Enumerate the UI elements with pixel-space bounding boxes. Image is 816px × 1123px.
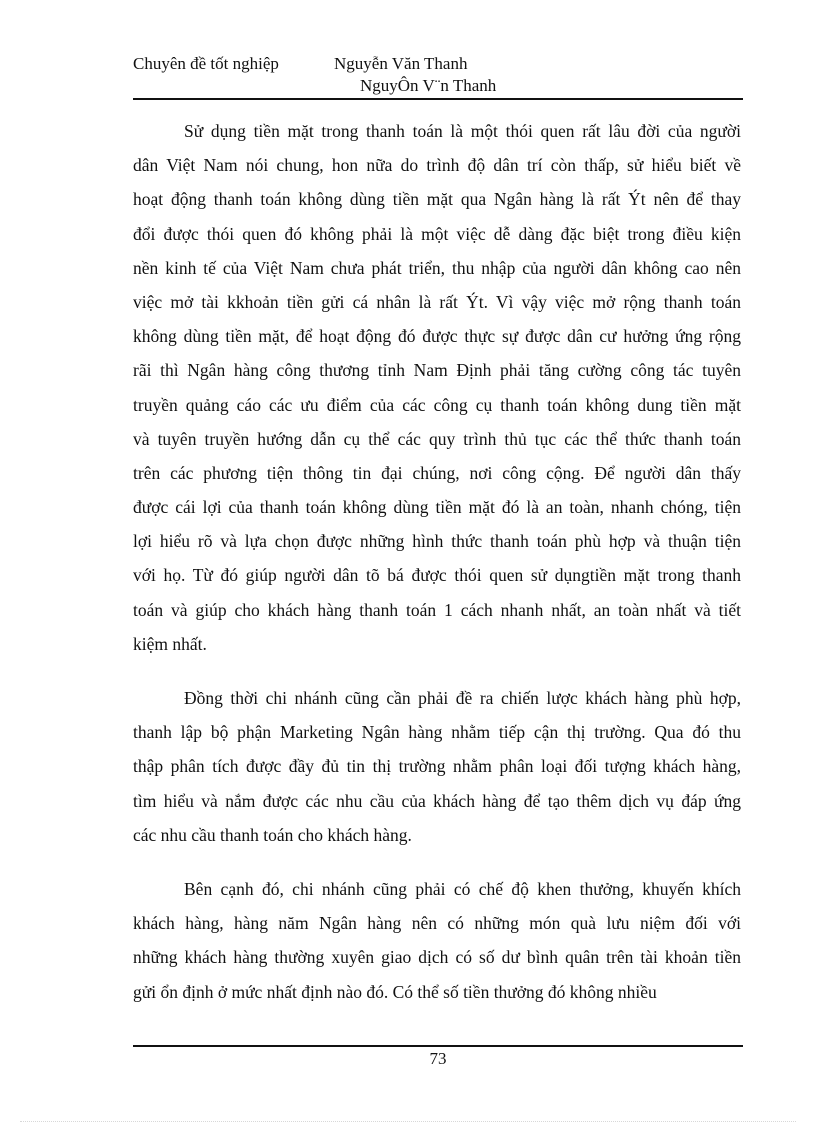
page-number: 73	[429, 1049, 447, 1068]
text-line: dân Việt Nam nói chung, hon nữa do trình độ dân trí còn thấp, sử hiểu biết về	[133, 155, 741, 176]
text-line: nền kinh tế của Việt Nam chưa phát triển, thu nhập của người dân không cao nên	[133, 257, 741, 278]
text-line: được cái lợi của thanh toán không dùng tiền mặt đó là an toàn, nhanh chóng, tiện	[133, 497, 741, 518]
footer-divider	[133, 1045, 743, 1047]
text-line: rãi thì Ngân hàng công thương tỉnh Nam Định phải tăng cường công tác tuyên	[133, 360, 741, 381]
paragraph	[133, 681, 741, 852]
text-line: với họ. Từ đó giúp người dân tõ bá được thói quen sử dụngtiền mặt trong thanh	[133, 565, 741, 586]
paragraph	[133, 114, 741, 661]
text-line: các nhu cầu thanh toán cho khách hàng.	[133, 824, 412, 845]
text-line: hoạt động thanh toán không dùng tiền mặt qua Ngân hàng là rất Ýt nên để thay	[133, 189, 741, 210]
paragraph	[133, 872, 741, 1009]
text-line: thập phân tích được đầy đủ tin thị trường nhằm phân loại đối tượng khách hàng,	[133, 756, 741, 777]
text-line: toán và giúp cho khách hàng thanh toán 1 cách nhanh nhất, an toàn nhất và tiết	[133, 599, 741, 620]
text-line: những khách hàng thường xuyên giao dịch có số dư bình quân trên tài khoản tiền	[133, 947, 741, 968]
text-line: trên các phương tiện thông tin đại chúng, nơi công cộng. Để người dân thấy	[133, 462, 741, 483]
text-line: và tuyên truyền hướng dẫn cụ thể các quy trình thủ tục các thể thức thanh toán	[133, 428, 741, 449]
text-line: không dùng tiền mặt, để hoạt động đó được thực sự được dân cư hưởng ứng rộng	[133, 326, 741, 347]
text-line: Bên cạnh đó, chi nhánh cũng phải có chế độ khen thưởng, khuyến khích	[184, 878, 741, 899]
text-line: Đồng thời chi nhánh cũng cần phải đề ra chiến lược khách hàng phù hợp,	[184, 688, 741, 708]
text-line: thanh lập bộ phận Marketing Ngân hàng nhằm tiếp cận thị trường. Qua đó thu	[133, 722, 741, 743]
document-type-label: Chuyên đề tốt nghiệp	[133, 54, 279, 73]
text-line: tìm hiểu và nắm được các nhu cầu của khách hàng để tạo thêm dịch vụ đáp ứng	[133, 790, 741, 811]
author-name: Nguyễn Văn Thanh	[334, 54, 468, 73]
page-edge-guide	[20, 1121, 796, 1122]
text-line: gửi ổn định ở mức nhất định nào đó. Có thể số tiền thưởng đó không nhiều	[133, 981, 657, 1002]
document-body	[133, 114, 741, 1029]
text-line: việc mở tài kkhoản tiền gửi cá nhân là rất Ýt. Vì vậy việc mở rộng thanh toán	[133, 291, 741, 312]
text-line: đổi được thói quen đó không phải là một việc dễ dàng đặc biệt trong điều kiện	[133, 223, 741, 244]
text-line: truyền quảng cáo các ưu điểm của các công cụ thanh toán không dung tiền mặt	[133, 394, 741, 415]
author-name-garbled: NguyÔn V¨n Thanh	[360, 76, 497, 95]
text-line: Sử dụng tiền mặt trong thanh toán là một thói quen rất lâu đời của người	[184, 121, 741, 141]
text-line: lợi hiểu rõ và lựa chọn được những hình thức thanh toán phù hợp và thuận tiện	[133, 531, 741, 552]
header-divider	[133, 98, 743, 100]
text-line: khách hàng, hàng năm Ngân hàng nên có những món quà lưu niệm đối với	[133, 913, 741, 934]
text-line: kiệm nhất.	[133, 633, 207, 654]
